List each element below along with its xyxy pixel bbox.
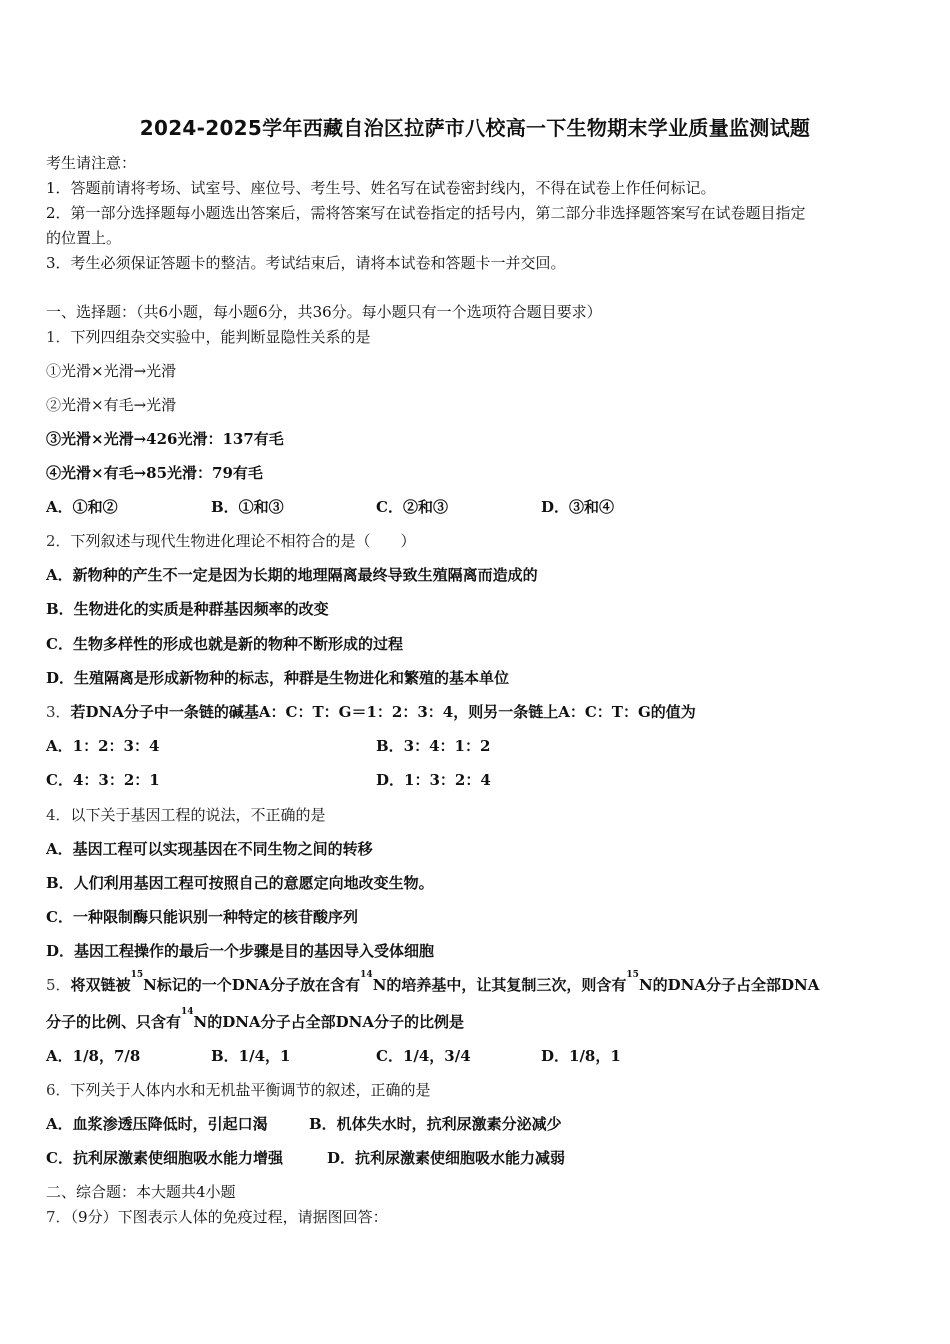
- q3-option-c: C．4：3：2：1: [46, 771, 160, 789]
- question-stem: 若DNA分子中一条链的碱基A：C：T：G＝1：2：3：4，则另一条链上A：C：T：G的值为: [70, 703, 696, 721]
- q1-option-b: B．①和③: [211, 498, 284, 516]
- question-6: [46, 1079, 431, 1100]
- question-number: 5．: [46, 976, 71, 994]
- question-number: 7．: [46, 1208, 71, 1226]
- q5-option-a: A．1/8，7/8: [46, 1047, 141, 1065]
- q1-option-a: A．①和②: [46, 498, 118, 516]
- q4-option-d: D．基因工程操作的最后一个步骤是目的基因导入受体细胞: [46, 942, 435, 960]
- stem-text: N的DNA分子占全部DNA分子的比例是: [193, 1013, 464, 1031]
- q3-option-d: D．1：3：2：4: [376, 771, 491, 789]
- q5-option-b: B．1/4，1: [211, 1047, 291, 1065]
- notice-item: 3．考生必须保证答题卡的整洁。考试结束后，请将本试卷和答题卡一并交回。: [46, 254, 566, 272]
- question-stem: 下列四组杂交实验中，能判断显隐性关系的是: [70, 328, 371, 346]
- q1-option-c: C．②和③: [376, 498, 448, 516]
- q2-option-b: B．生物进化的实质是种群基因频率的改变: [46, 600, 329, 618]
- notice-heading: 考生请注意：: [46, 154, 137, 172]
- q6-option-c: C．抗利尿激素使细胞吸水能力增强: [46, 1149, 283, 1167]
- q1-item: ②光滑×有毛→光滑: [46, 396, 177, 414]
- stem-text: N的培养基中，让其复制三次，则含有: [372, 976, 627, 994]
- notice-item: 1．答题前请将考场、试室号、座位号、考生号、姓名写在试卷密封线内，不得在试卷上作任何标记。: [46, 179, 716, 197]
- q2-option-c: C．生物多样性的形成也就是新的物种不断形成的过程: [46, 635, 403, 653]
- isotope-superscript: 15: [130, 970, 144, 980]
- question-number: 6．: [46, 1081, 71, 1099]
- q5-option-d: D．1/8，1: [541, 1047, 621, 1065]
- stem-text: N的DNA分子占全部DNA: [638, 976, 820, 994]
- section-heading: 二、综合题：本大题共4小题: [46, 1183, 236, 1201]
- notice-item: 的位置上。: [46, 229, 122, 247]
- question-number: 4．: [46, 806, 71, 824]
- q5-option-c: C．1/4，3/4: [376, 1047, 471, 1065]
- question-stem: 以下关于基因工程的说法，不正确的是: [70, 806, 326, 824]
- question-stem: 下列叙述与现代生物进化理论不相符合的是（ ）: [70, 532, 416, 550]
- q2-option-d: D．生殖隔离是形成新物种的标志，种群是生物进化和繁殖的基本单位: [46, 669, 510, 687]
- q3-option-a: A．1：2：3：4: [46, 737, 160, 755]
- section-heading: 一、选择题：（共6小题，每小题6分，共36分。每小题只有一个选项符合题目要求）: [46, 303, 602, 321]
- q4-option-c: C．一种限制酶只能识别一种特定的核苷酸序列: [46, 908, 358, 926]
- page-title: 2024-2025学年西藏自治区拉萨市八校高一下生物期末学业质量监测试题: [139, 116, 811, 140]
- question-number: 3．: [46, 703, 71, 721]
- question-3: [46, 701, 696, 722]
- isotope-superscript: 14: [181, 1007, 194, 1017]
- question-4: [46, 804, 326, 825]
- question-stem: （9分）下图表示人体的免疫过程，请据图回答：: [70, 1208, 388, 1226]
- question-number: 1．: [46, 328, 71, 346]
- q4-option-a: A．基因工程可以实现基因在不同生物之间的转移: [46, 840, 373, 858]
- isotope-superscript: 14: [360, 970, 373, 980]
- question-5: [46, 970, 820, 995]
- q6-option-d: D．抗利尿激素使细胞吸水能力减弱: [327, 1149, 566, 1167]
- q1-item: ③光滑×光滑→426光滑：137有毛: [46, 430, 284, 448]
- stem-text: 将双链被: [70, 976, 131, 994]
- q6-option-a: A．血浆渗透压降低时，引起口渴: [46, 1115, 268, 1133]
- stem-text: N标记的一个DNA分子放在含有: [143, 976, 361, 994]
- q1-item: ④光滑×有毛→85光滑：79有毛: [46, 464, 263, 482]
- notice-item: 2．第一部分选择题每小题选出答案后，需将答案写在试卷指定的括号内，第二部分非选择题答案写在试卷题目指定: [46, 204, 806, 222]
- question-number: 2．: [46, 532, 71, 550]
- q4-option-b: B．人们利用基因工程可按照自己的意愿定向地改变生物。: [46, 874, 434, 892]
- q1-option-d: D．③和④: [541, 498, 615, 516]
- q3-option-b: B．3：4：1：2: [376, 737, 491, 755]
- q2-option-a: A．新物种的产生不一定是因为长期的地理隔离最终导致生殖隔离而造成的: [46, 566, 538, 584]
- isotope-superscript: 15: [626, 970, 639, 980]
- q1-item: ①光滑×光滑→光滑: [46, 362, 177, 380]
- question-1: [46, 326, 371, 347]
- question-stem: 下列关于人体内水和无机盐平衡调节的叙述，正确的是: [70, 1081, 431, 1099]
- question-7: [46, 1206, 388, 1227]
- question-5-line2: [46, 1007, 464, 1032]
- stem-text: 分子的比例、只含有: [46, 1013, 182, 1031]
- q6-option-b: B．机体失水时，抗利尿激素分泌减少: [309, 1115, 562, 1133]
- question-2: [46, 530, 416, 551]
